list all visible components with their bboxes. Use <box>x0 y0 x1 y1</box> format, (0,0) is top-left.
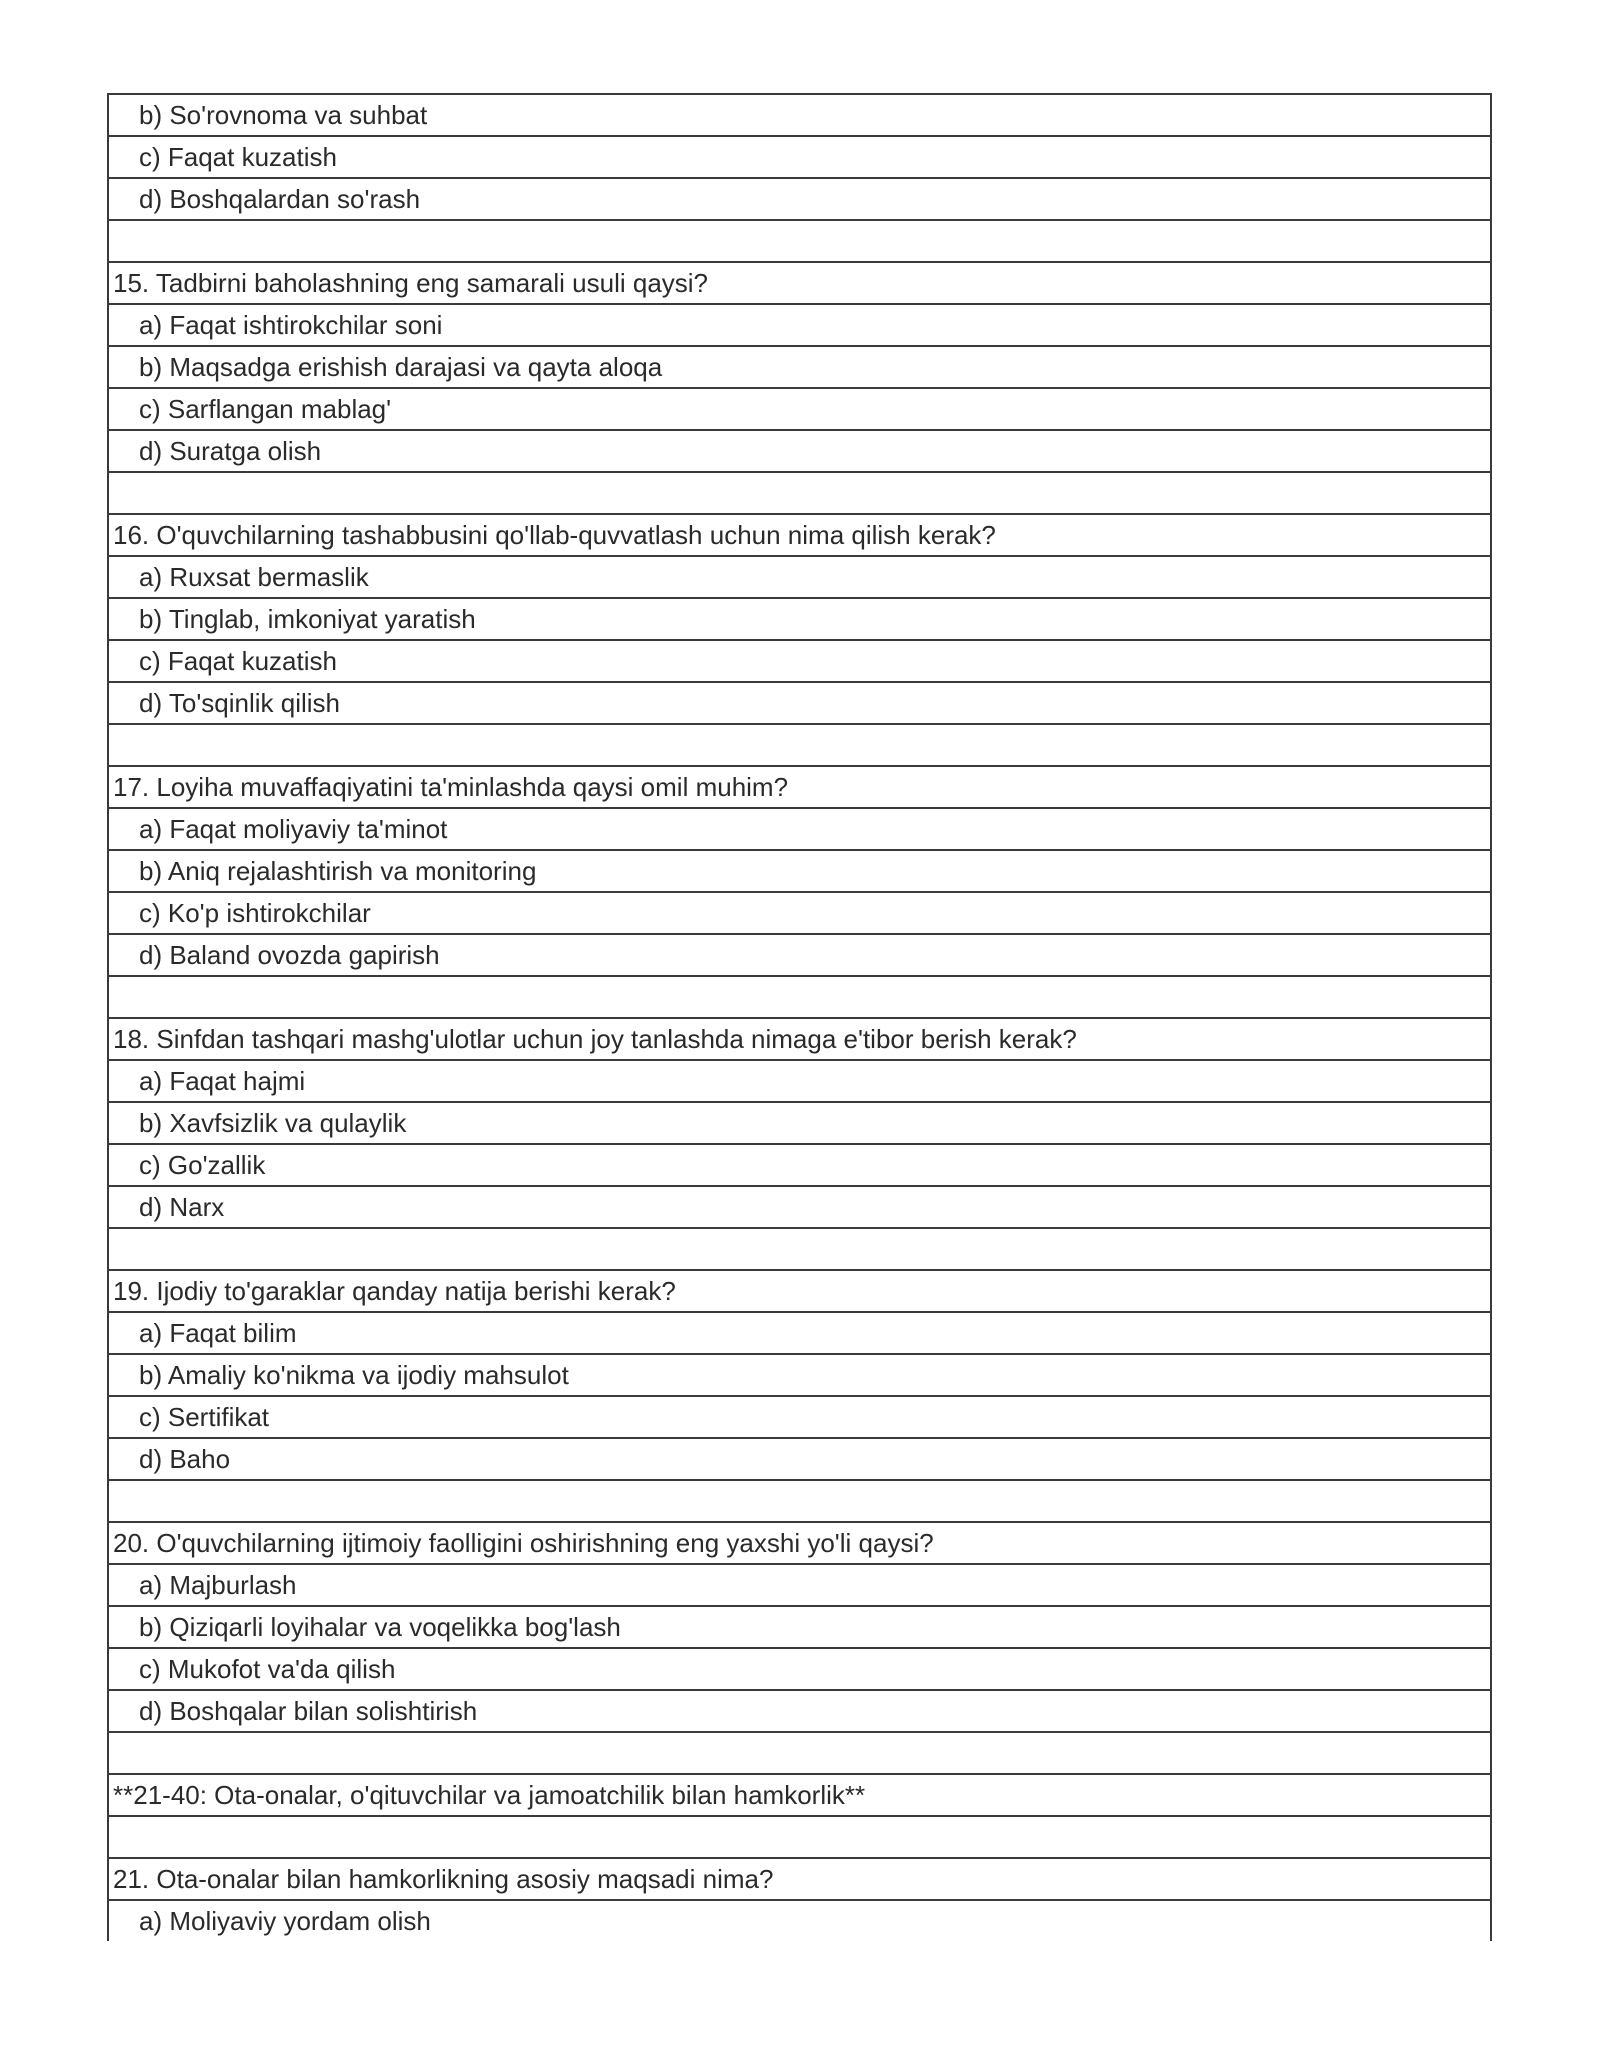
question-row[interactable]: **21-40: Ota-onalar, o'qituvchilar va jamoatchilik bilan hamkorlik** <box>109 1775 1490 1817</box>
answer-option-row[interactable]: d) Baland ovozda gapirish <box>109 935 1490 977</box>
answer-option-row[interactable]: d) To'sqinlik qilish <box>109 683 1490 725</box>
answer-option-row[interactable]: c) Ko'p ishtirokchilar <box>109 893 1490 935</box>
question-row[interactable]: 15. Tadbirni baholashning eng samarali usuli qaysi? <box>109 263 1490 305</box>
answer-option-row[interactable]: b) Aniq rejalashtirish va monitoring <box>109 851 1490 893</box>
answer-option-row[interactable]: a) Faqat bilim <box>109 1313 1490 1355</box>
answer-option-row[interactable]: d) Suratga olish <box>109 431 1490 473</box>
answer-option-row[interactable]: c) Sarflangan mablag' <box>109 389 1490 431</box>
answer-option-row[interactable]: b) Xavfsizlik va qulaylik <box>109 1103 1490 1145</box>
blank-row[interactable] <box>109 725 1490 767</box>
blank-row[interactable] <box>109 221 1490 263</box>
question-row[interactable]: 16. O'quvchilarning tashabbusini qo'llab-quvvatlash uchun nima qilish kerak? <box>109 515 1490 557</box>
blank-row[interactable] <box>109 1733 1490 1775</box>
question-row[interactable]: 19. Ijodiy to'garaklar qanday natija berishi kerak? <box>109 1271 1490 1313</box>
blank-row[interactable] <box>109 473 1490 515</box>
blank-row[interactable] <box>109 1229 1490 1271</box>
blank-row[interactable] <box>109 1817 1490 1859</box>
blank-row[interactable] <box>109 977 1490 1019</box>
answer-option-row[interactable]: c) Sertifikat <box>109 1397 1490 1439</box>
question-row[interactable]: 18. Sinfdan tashqari mashg'ulotlar uchun joy tanlashda nimaga e'tibor berish kerak? <box>109 1019 1490 1061</box>
answer-option-row[interactable]: a) Faqat ishtirokchilar soni <box>109 305 1490 347</box>
blank-row[interactable] <box>109 1481 1490 1523</box>
spreadsheet-table <box>107 93 1492 1941</box>
question-row[interactable]: 17. Loyiha muvaffaqiyatini ta'minlashda qaysi omil muhim? <box>109 767 1490 809</box>
answer-option-row[interactable]: b) Qiziqarli loyihalar va voqelikka bog'lash <box>109 1607 1490 1649</box>
answer-option-row[interactable]: a) Faqat moliyaviy ta'minot <box>109 809 1490 851</box>
answer-option-row[interactable]: d) Boshqalardan so'rash <box>109 179 1490 221</box>
answer-option-row[interactable]: a) Ruxsat bermaslik <box>109 557 1490 599</box>
answer-option-row[interactable]: a) Moliyaviy yordam olish <box>139 1906 431 1936</box>
answer-option-row[interactable]: a) Faqat hajmi <box>109 1061 1490 1103</box>
answer-option-row[interactable]: b) So'rovnoma va suhbat <box>109 95 1490 137</box>
question-row[interactable]: 21. Ota-onalar bilan hamkorlikning asosiy maqsadi nima? <box>109 1859 1490 1901</box>
answer-option-row[interactable]: b) Maqsadga erishish darajasi va qayta aloqa <box>109 347 1490 389</box>
answer-option-row[interactable]: d) Baho <box>109 1439 1490 1481</box>
answer-option-row[interactable]: d) Boshqalar bilan solishtirish <box>109 1691 1490 1733</box>
answer-option-row[interactable]: b) Amaliy ko'nikma va ijodiy mahsulot <box>109 1355 1490 1397</box>
answer-option-row[interactable]: a) Majburlash <box>109 1565 1490 1607</box>
answer-option-row[interactable]: c) Go'zallik <box>109 1145 1490 1187</box>
answer-option-row[interactable]: c) Mukofot va'da qilish <box>109 1649 1490 1691</box>
answer-option-row[interactable]: c) Faqat kuzatish <box>109 137 1490 179</box>
question-row[interactable]: 20. O'quvchilarning ijtimoiy faolligini oshirishning eng yaxshi yo'li qaysi? <box>109 1523 1490 1565</box>
answer-option-row[interactable]: b) Tinglab, imkoniyat yaratish <box>109 599 1490 641</box>
answer-option-row[interactable]: d) Narx <box>109 1187 1490 1229</box>
answer-option-row[interactable]: c) Faqat kuzatish <box>109 641 1490 683</box>
